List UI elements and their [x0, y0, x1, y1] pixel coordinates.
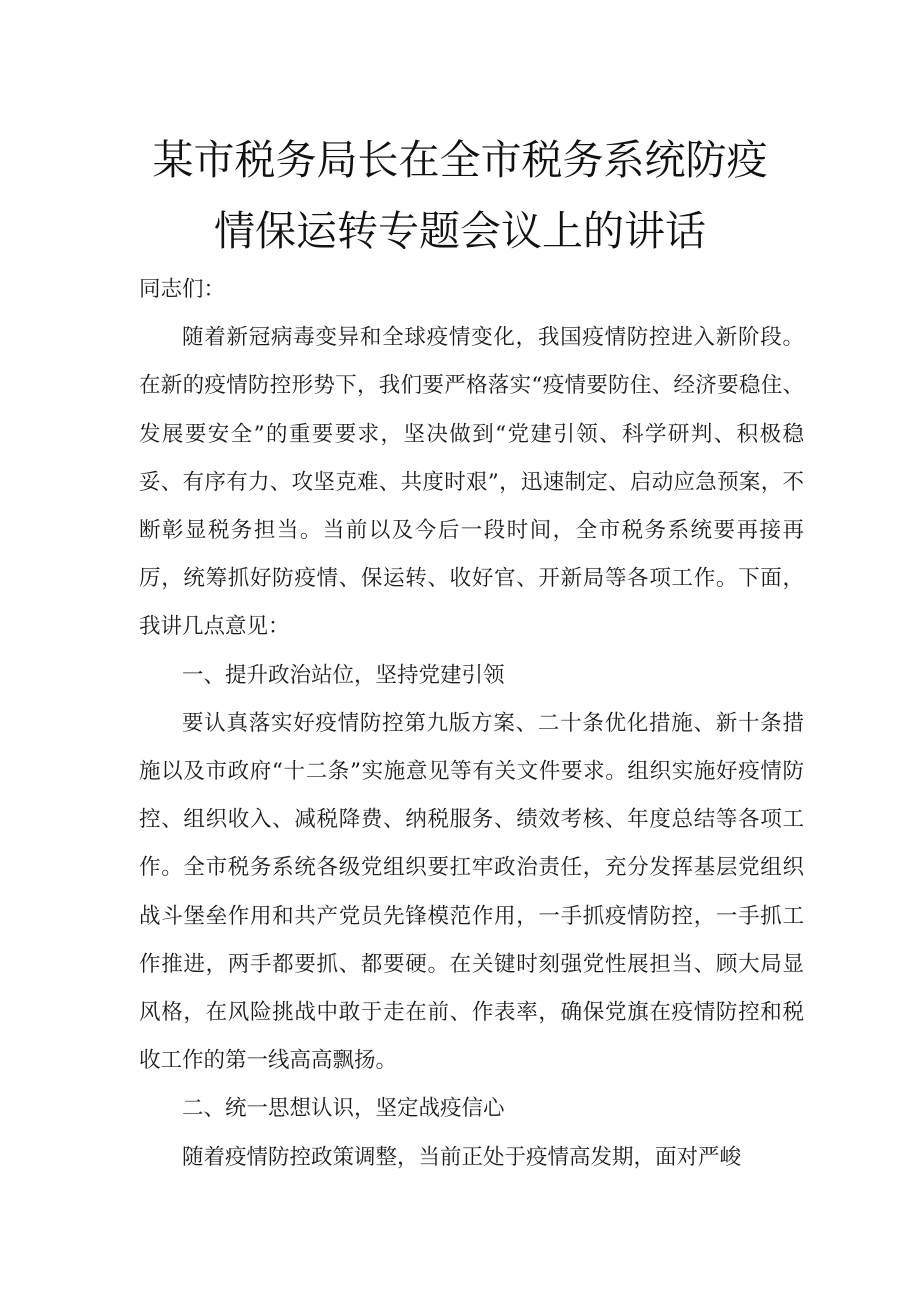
salutation: 同志们： — [139, 277, 226, 302]
document-title-line-1: 某市税务局长在全市税务系统防疫 — [152, 136, 768, 184]
paragraph-section-1: 要认真落实好疫情防控第九版方案、二十条优化措施、新十条措施以及市政府“十二条”实施意见等有关文件要求。组织实施好疫情防控、组织收入、减税降费、纳税服务、绩效考核、年度总结等各项工作。全市税务系统各级党组织要扛牢政治责任，充分发挥基层党组织战斗堡垒作用和共产党员先锋模范作用，一手抓疫情防控，一手抓工作推进，两手都要抓、都要硬。在关键时刻强党性展担当、顾大局显风格，在风险挑战中敢于走在前、作表率，确保党旗在疫情防控和税收工作的第一线高高飘扬。 — [139, 710, 804, 1074]
section-heading-2: 二、统一思想认识，坚定战疫信心 — [182, 1096, 505, 1122]
paragraph-intro: 随着新冠病毒变异和全球疫情变化，我国疫情防控进入新阶段。在新的疫情防控形势下，我们要严格落实“疫情要防住、经济要稳住、发展要安全”的重要要求，坚决做到“党建引领、科学研判、积极稳妥、有序有力、攻坚克难、共度时艰”，迅速制定、启动应急预案，不断彰显税务担当。当前以及今后一段时间，全市税务系统要再接再厉，统筹抓好防疫情、保运转、收好官、开新局等各项工作。下面，我讲几点意见： — [139, 325, 804, 640]
paragraph-section-2: 随着疫情防控政策调整，当前正处于疫情高发期，面对严峻 — [182, 1144, 742, 1170]
document-title-line-2: 情保运转专题会议上的讲话 — [214, 207, 706, 255]
document-body — [139, 266, 804, 1182]
section-heading-1: 一、提升政治站位，坚持党建引领 — [182, 662, 505, 688]
